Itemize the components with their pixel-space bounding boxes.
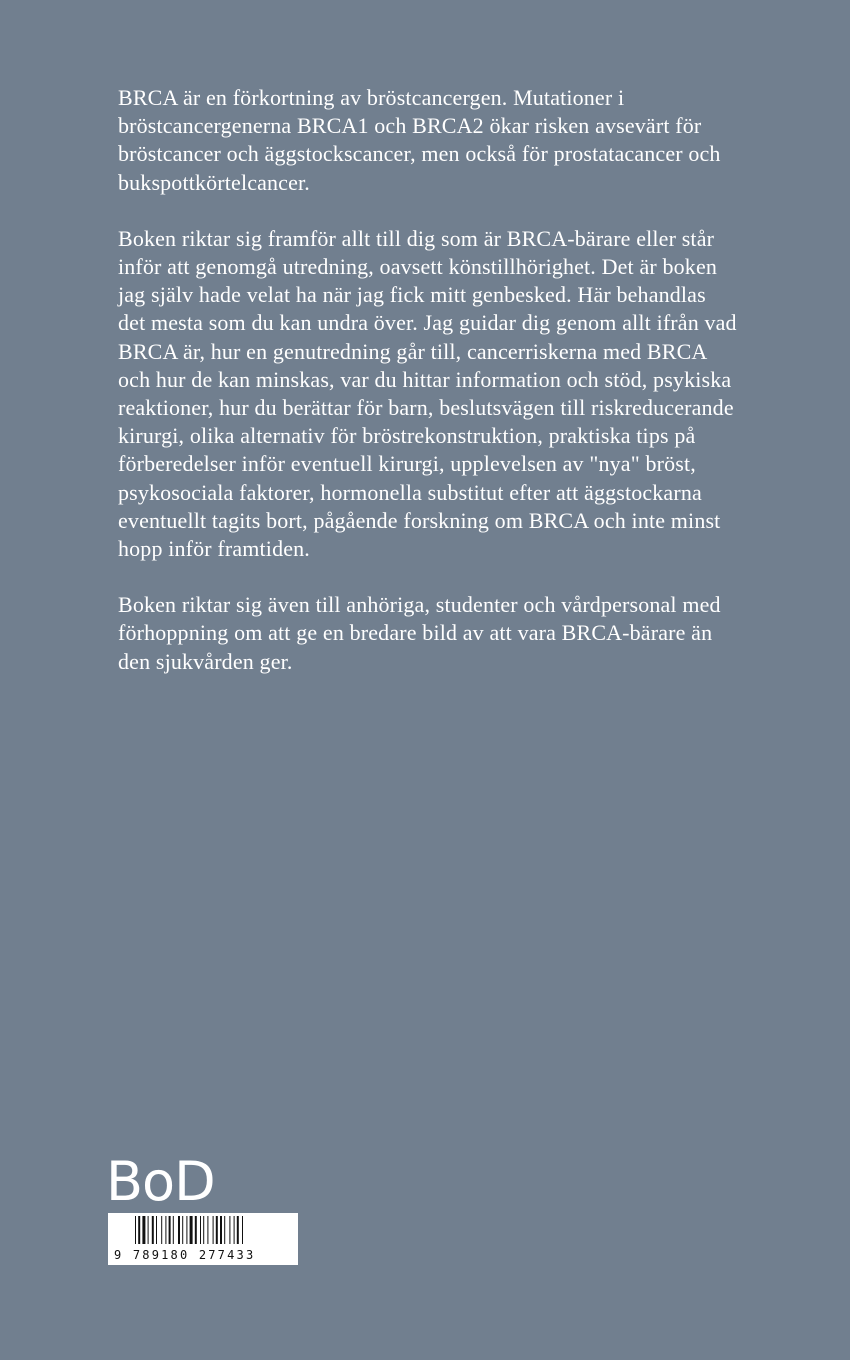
barcode-bar [186, 1216, 187, 1244]
barcode-bar [213, 1216, 214, 1244]
barcode-bar [224, 1216, 225, 1244]
blurb-paragraph-1: BRCA är en förkortning av bröstcancergen. Mutationer i bröstcancergenerna BRCA1 och BRCA2 ökar risken avsevärt för bröstcancer och äggstockscancer, men också för prostatacancer och bukspottkörtelcancer. [118, 85, 721, 195]
barcode-bar [203, 1216, 204, 1244]
barcode-bars [133, 1216, 283, 1244]
barcode-bar [242, 1216, 243, 1244]
barcode-bar [237, 1216, 239, 1244]
blurb-paragraph-2: Boken riktar sig framför allt till dig som är BRCA-bärare eller står inför att genomgå utredning, oavsett könstillhörighet. Det är boken jag själv hade velat ha när jag fick mitt genbesked. Här behandlas det mesta som du kan undra över. Jag guidar dig genom allt ifrån vad BRCA är, hur en genutredning går till, cancerriskerna med BRCA och hur de kan minskas, var du hittar information och stöd, psykiska reaktioner, hur du berättar för barn, beslutsvägen till riskreducerande kirurgi, olika alternativ för bröstrekonstruktion, praktiska tips på förberedelser inför eventuell kirurgi, upplevelsen av "nya" bröst, psykosociala faktorer, hormonella substitut efter att äggstockarna eventuellt tagits bort, pågående forskning om BRCA och inte minst hopp inför framtiden. [118, 225, 737, 562]
barcode-bar [220, 1216, 222, 1244]
barcode-bar [156, 1216, 157, 1244]
barcode-bar [234, 1216, 235, 1244]
barcode-bar [200, 1216, 201, 1244]
barcode-bar [169, 1216, 171, 1244]
barcode-bar [142, 1216, 145, 1244]
barcode-bar [182, 1216, 183, 1244]
barcode-bar [195, 1216, 197, 1244]
barcode-bar [229, 1216, 230, 1244]
isbn-number: 9 789180 277433 [114, 1248, 256, 1262]
publisher-logo: BoD [106, 1150, 215, 1213]
barcode-bar [173, 1216, 174, 1244]
barcode-bar [148, 1216, 149, 1244]
barcode-bar [178, 1216, 180, 1244]
barcode-bar [190, 1216, 193, 1244]
isbn-barcode [108, 1213, 298, 1265]
barcode-bar [216, 1216, 218, 1244]
barcode-bar [138, 1216, 140, 1244]
barcode-bar [161, 1216, 162, 1244]
blurb-paragraph-3: Boken riktar sig även till anhöriga, studenter och vårdpersonal med förhoppning om att ge en bredare bild av att vara BRCA-bärare än den sjukvården ger. [118, 592, 721, 674]
barcode-bar [207, 1216, 208, 1244]
barcode-bar [165, 1216, 166, 1244]
back-cover-blurb [118, 84, 738, 704]
barcode-bar [135, 1216, 136, 1244]
barcode-bar [152, 1216, 154, 1244]
